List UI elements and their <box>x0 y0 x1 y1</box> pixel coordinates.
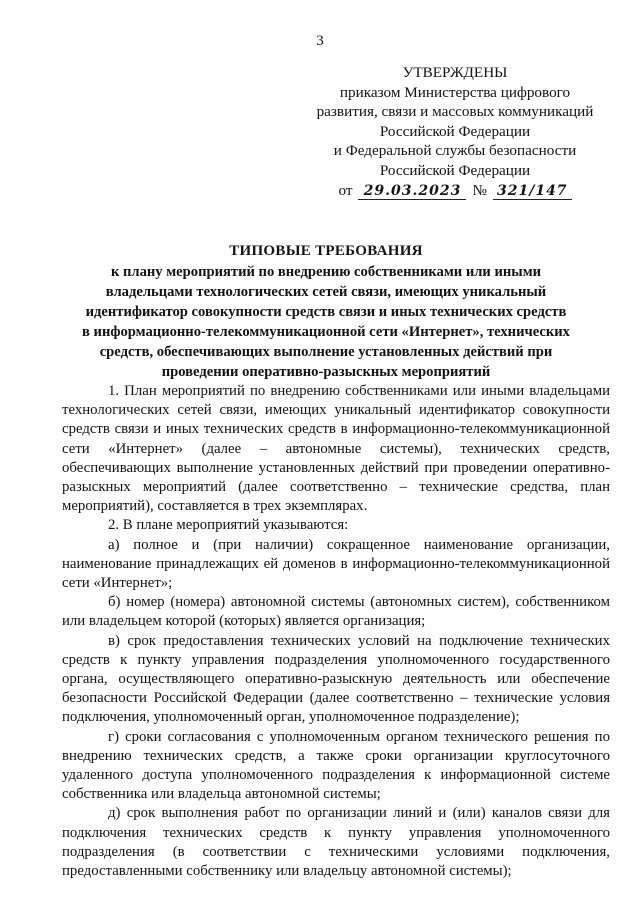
approval-line: и Федеральной службы безопасности <box>333 142 577 160</box>
page-number: 3 <box>316 33 324 49</box>
document-body <box>62 382 610 881</box>
approval-line: развития, связи и массовых коммуникаций <box>316 103 594 121</box>
paragraph-2d: д) срок выполнения работ по организации линий и (или) каналов связи для подключения технических средств к пункту управления уполномоченного подразделения (в соответствии с техническими условиями подключения, предоставленными собственнику или владельцу автономной системы); <box>62 805 610 880</box>
approval-line: Российской Федерации <box>379 122 531 140</box>
order-date-number <box>300 181 610 201</box>
handwritten-date: 29.03.2023 <box>358 183 466 200</box>
handwritten-number: 321/147 <box>493 183 572 200</box>
paragraph-1: 1. План мероприятий по внедрению собственниками или иными владельцами технологических сетей связи, имеющих уникальный идентификатор совокупности средств связи и иных технических средств в информационно-телекоммуникационной сети «Интернет» (далее – автономные системы), технических средств, обеспечивающих выполнение установленных действий при проведении оперативно-разыскных мероприятий (далее соответственно – технические средства, план мероприятий), составляется в трех экземплярах. <box>62 383 610 515</box>
document-title <box>40 241 612 382</box>
paragraph-2g: г) сроки согласования с уполномоченным органом технического решения по внедрению технических средств, а также сроки организации круглосуточного удаленного доступа уполномоченного подразделения к информационной системе собственника или владельца автономной системы; <box>62 728 610 803</box>
title-subtitle-line: в информационно-телекоммуникационной сети «Интернет», технических <box>82 324 570 340</box>
number-prefix: № <box>472 181 487 199</box>
title-subtitle-line: идентификатор совокупности средств связи и иных технических средств <box>85 304 567 320</box>
approval-block <box>300 63 610 200</box>
approval-heading: УТВЕРЖДЕНЫ <box>402 64 508 81</box>
title-subtitle-line: к плану мероприятий по внедрению собственниками или иными <box>110 264 542 280</box>
title-subtitle-line: средств, обеспечивающих выполнение установленных действий при <box>99 344 553 360</box>
paragraph-2v: в) срок предоставления технических условий на подключение технических средств к пункту управления подразделения уполномоченного государственного органа, осуществляющего оперативно-разыскную деятельность или обеспечение безопасности Российской Федерации (далее соответственно – технические условия подключения, уполномоченный орган, уполномоченное подразделение); <box>62 632 610 726</box>
date-prefix: от <box>338 181 353 199</box>
paragraph-2b: б) номер (номера) автономной системы (автономных систем), собственником или владельцем которой (которых) является организация; <box>62 594 610 630</box>
title-subtitle-line: владельцами технологических сетей связи, имеющих уникальный <box>105 284 547 300</box>
title-main: ТИПОВЫЕ ТРЕБОВАНИЯ <box>229 243 423 259</box>
approval-line: Российской Федерации <box>379 161 531 179</box>
paragraph-2: 2. В плане мероприятий указываются: <box>108 517 349 534</box>
paragraph-2a: а) полное и (при наличии) сокращенное наименование организации, наименование принадлежащих ей доменов в информационно-телекоммуникационной сети «Интернет»; <box>62 536 610 592</box>
title-subtitle-line: проведении оперативно-разыскных мероприятий <box>161 364 491 380</box>
approval-line: приказом Министерства цифрового <box>339 83 571 101</box>
